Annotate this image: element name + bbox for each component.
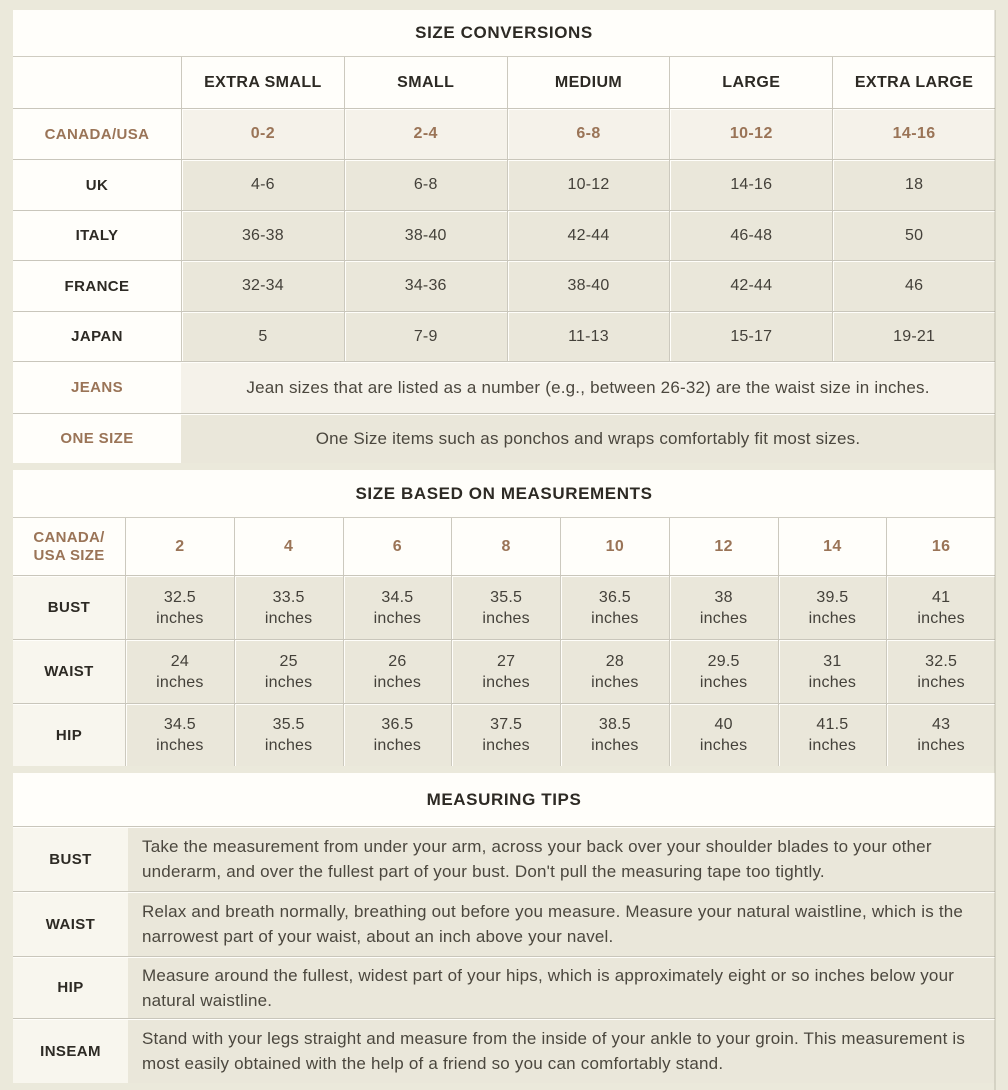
table-cell: 38 inches: [669, 576, 778, 639]
row-label: UK: [13, 160, 181, 210]
table-cell: 38-40: [507, 261, 670, 311]
table-cell: 32.5 inches: [886, 640, 995, 703]
table-row-one-size: [13, 413, 995, 463]
table-cell: 41 inches: [886, 576, 995, 639]
table-cell: 31 inches: [778, 640, 887, 703]
table-cell: 2-4: [344, 109, 507, 159]
jeans-note-text: Jean sizes that are listed as a number (e.g., between 26-32) are the waist size in inches.: [181, 362, 995, 413]
table-cell: 34.5 inches: [343, 576, 452, 639]
section-title: SIZE BASED ON MEASUREMENTS: [13, 470, 995, 518]
table-cell: 14-16: [669, 160, 832, 210]
table-row-waist: [13, 639, 995, 703]
tip-row-hip: [13, 956, 995, 1018]
table-cell: 37.5 inches: [451, 704, 560, 766]
table-cell: 7-9: [344, 312, 507, 361]
table-cell: 34-36: [344, 261, 507, 311]
label-line: CANADA/: [33, 528, 105, 546]
table-cell: 42-44: [669, 261, 832, 311]
table-cell: 32.5 inches: [125, 576, 234, 639]
table-cell: 50: [832, 211, 995, 260]
table-cell: 35.5 inches: [234, 704, 343, 766]
table-cell: 18: [832, 160, 995, 210]
section-title: SIZE CONVERSIONS: [13, 10, 995, 57]
size-column-header: 6: [343, 518, 452, 575]
row-label: FRANCE: [13, 261, 181, 311]
table-cell: 46-48: [669, 211, 832, 260]
section-title: MEASURING TIPS: [426, 789, 582, 809]
table-cell: 36.5 inches: [560, 576, 669, 639]
table-cell: 42-44: [507, 211, 670, 260]
row-label: WAIST: [13, 640, 125, 703]
row-label-canada-usa-size: [13, 518, 125, 575]
table-cell: 19-21: [832, 312, 995, 361]
tip-text: Take the measurement from under your arm, across your back over your shoulder blades to your other underarm, and over the fullest part of your bust. Don't pull the measuring tape too tightly.: [128, 827, 995, 891]
table-row-jeans: [13, 361, 995, 413]
one-size-note-text: One Size items such as ponchos and wraps comfortably fit most sizes.: [181, 414, 995, 463]
tip-row-waist: [13, 891, 995, 956]
table-cell: 32-34: [181, 261, 344, 311]
row-label: BUST: [13, 576, 125, 639]
size-guide-page: [0, 10, 1008, 1090]
table-cell: 36-38: [181, 211, 344, 260]
tip-text: Stand with your legs straight and measure from the inside of your ankle to your groin. This measurement is most easily obtained with the help of a friend so you can comfortably stand.: [128, 1019, 995, 1083]
row-label: BUST: [13, 827, 128, 891]
tip-row-inseam: [13, 1018, 995, 1083]
size-header-row: [13, 518, 995, 575]
column-header: SMALL: [344, 57, 507, 108]
table-cell: 43 inches: [886, 704, 995, 766]
table-cell: 24 inches: [125, 640, 234, 703]
label-line: USA SIZE: [33, 546, 105, 564]
table-cell: 6-8: [507, 109, 670, 159]
size-measurements-section: [13, 470, 995, 766]
size-column-header: 8: [451, 518, 560, 575]
table-cell: 0-2: [181, 109, 344, 159]
table-cell: 25 inches: [234, 640, 343, 703]
table-row-japan: [13, 311, 995, 361]
row-label: ONE SIZE: [13, 414, 181, 463]
size-column-header: 2: [125, 518, 234, 575]
table-cell: 35.5 inches: [451, 576, 560, 639]
row-label: INSEAM: [13, 1019, 128, 1083]
row-label: JEANS: [13, 362, 181, 413]
table-row-uk: [13, 159, 995, 210]
table-cell: 41.5 inches: [778, 704, 887, 766]
table-cell: 28 inches: [560, 640, 669, 703]
table-cell: 38.5 inches: [560, 704, 669, 766]
tip-text: Measure around the fullest, widest part of your hips, which is approximately eight or so inches below your natural waistline.: [128, 957, 995, 1018]
table-cell: 10-12: [507, 160, 670, 210]
row-label: JAPAN: [13, 312, 181, 361]
size-column-header: 12: [669, 518, 778, 575]
table-cell: 36.5 inches: [343, 704, 452, 766]
row-label: ITALY: [13, 211, 181, 260]
row-label: WAIST: [13, 892, 128, 956]
tip-row-bust: [13, 826, 995, 891]
row-label: HIP: [13, 704, 125, 766]
table-cell: 27 inches: [451, 640, 560, 703]
table-row-bust: [13, 575, 995, 639]
table-cell: 39.5 inches: [778, 576, 887, 639]
table-cell: 11-13: [507, 312, 670, 361]
table-row-italy: [13, 210, 995, 260]
size-conversions-section: [13, 10, 995, 463]
table-cell: 4-6: [181, 160, 344, 210]
size-column-header: 14: [778, 518, 887, 575]
table-cell: 46: [832, 261, 995, 311]
column-header: EXTRA LARGE: [832, 57, 995, 108]
table-cell: 14-16: [832, 109, 995, 159]
table-cell: 10-12: [669, 109, 832, 159]
size-column-header: 16: [886, 518, 995, 575]
table-cell: 5: [181, 312, 344, 361]
table-cell: 40 inches: [669, 704, 778, 766]
table-row-hip: [13, 703, 995, 766]
table-row-france: [13, 260, 995, 311]
table-cell: 34.5 inches: [125, 704, 234, 766]
column-header: EXTRA SMALL: [181, 57, 344, 108]
table-cell: 6-8: [344, 160, 507, 210]
table-cell: 29.5 inches: [669, 640, 778, 703]
table-cell: 33.5 inches: [234, 576, 343, 639]
size-column-header: 4: [234, 518, 343, 575]
table-cell: 26 inches: [343, 640, 452, 703]
tip-text: Relax and breath normally, breathing out before you measure. Measure your natural waistline, which is the narrowest part of your waist, about an inch above your navel.: [128, 892, 995, 956]
column-header: MEDIUM: [507, 57, 670, 108]
table-cell: 15-17: [669, 312, 832, 361]
row-label: HIP: [13, 957, 128, 1018]
measuring-tips-section: [13, 773, 995, 1083]
corner-cell: [13, 57, 181, 108]
column-header-row: [13, 57, 995, 108]
size-column-header: 10: [560, 518, 669, 575]
column-header: LARGE: [669, 57, 832, 108]
table-row-canada-usa: [13, 108, 995, 159]
row-label: CANADA/USA: [13, 109, 181, 159]
table-cell: 38-40: [344, 211, 507, 260]
